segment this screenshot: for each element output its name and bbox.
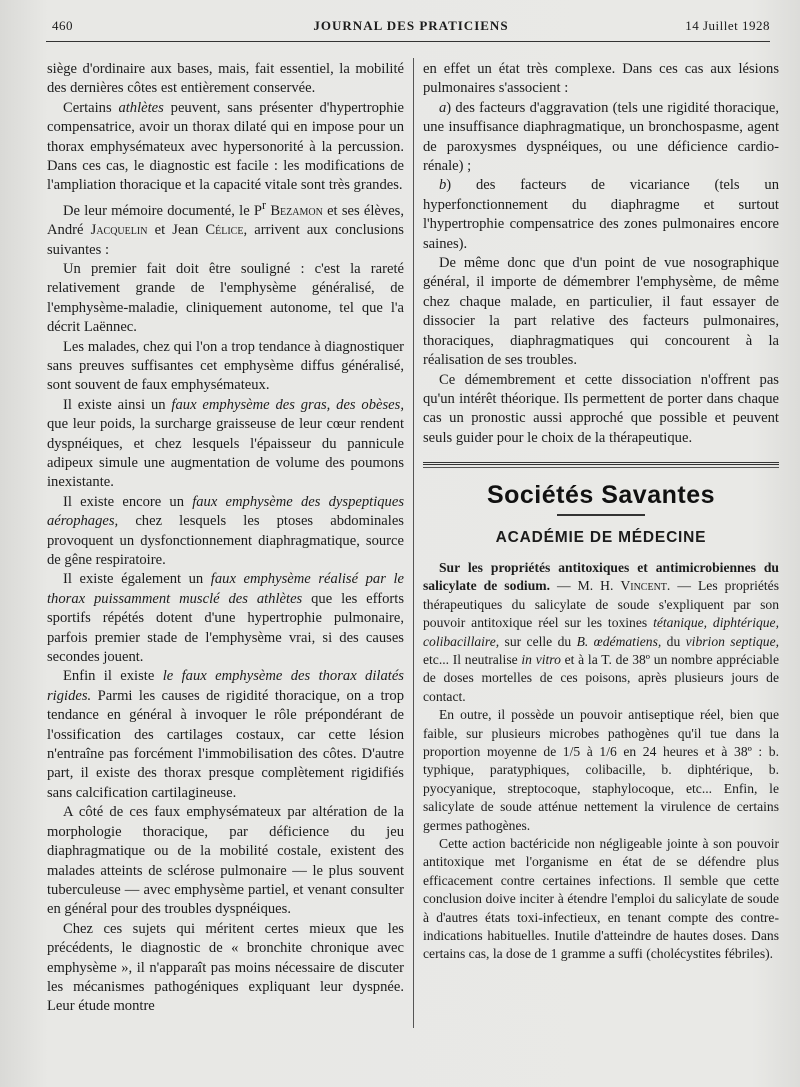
paragraph: Il existe encore un faux emphysème des dyspeptiques aérophages, chez lesquels les ptoses abdominales provoquent un dysfonctionnement diaphragmatique, source de gêne respiratoire. — [47, 493, 405, 569]
author-name: Jacquelin — [90, 222, 148, 239]
paragraph: De même donc que d'un point de vue nosographique général, il importe de démembrer l'emphysème, de même chez chaque malade, en particulier, il faut essayer de dissocier la part relative des facteurs pulmonaires, thoraciques, diaphragmatiques qui concourent à la réalisation de ses troubles. — [423, 255, 779, 369]
title-rule — [557, 514, 645, 516]
paragraph: Un premier fait doit être souligné : c'est la rareté relativement grande de l'emphysème généralisé, de l'emphysème-maladie, cliniquement autonome, tel que l'a décrit Laënnec. — [47, 260, 404, 336]
article-title: Sur les propriétés antitoxiques et antimicrobiennes du salicylate de sodium. — [423, 559, 779, 594]
author-name: Bezamon — [270, 202, 323, 219]
paragraph: Il existe ainsi un faux emphysème des gras, des obèses, que leur poids, la surcharge graisseuse de leur cœur rendent dyspnéiques, et chez lesquels l'épaisseur du pannicule adipeux simule une augmentation de volume des poumons inexistante. — [47, 396, 404, 491]
section-separator — [423, 462, 779, 465]
section-title: Sociétés Savantes — [486, 481, 716, 510]
article-paragraph: Sur les propriétés antitoxiques et antimicrobiennes du salicylate de sodium. — M. H. Vincent. — Les propriétés thérapeutiques du salicylate de soude s'expliquent par son pouvoir antitoxique réel sur les toxines tétanique, diphtérique, colibacillaire, sur celle du B. œdématiens, du vibrion septique, etc... Il neutralise in vitro et à la T. de 38º un nombre appréciable de doses mortelles de ces poisons, après plusieurs jours de contact. — [423, 559, 780, 704]
paragraph: Certains athlètes peuvent, sans présenter d'hypertrophie compensatrice, avoir un thorax dilaté qui en impose pour un thorax emphysémateux avec hypersonorité à la percussion. Dans ces cas, le diagnostic est facile : les modifications de l'ampliation thoracique et la capacité vitale sont très grandes. — [47, 99, 404, 194]
page-number: 460 — [52, 18, 73, 33]
paragraph: A côté de ces faux emphysémateux par altération de la morphologie thoracique, par déficience du jeu diaphragmatique ou de la mobilité costale, existent des malades atteints de sclérose pulmonaire — le plus souvent tuberculeuse — avec emphysème partiel, et venant consulter en général pour des troubles dyspnéiques. — [47, 804, 404, 918]
subsection-title: ACADÉMIE DE MÉDECINE — [495, 528, 707, 546]
right-column — [423, 60, 779, 964]
paragraph: Chez ces sujets qui méritent certes mieux que les précédents, le diagnostic de « bronchite chronique avec emphysème », il n'apparaît pas moins nécessaire de discuter les mécanismes pathogéniques expliquant leur dyspnée. Leur étude montre — [47, 920, 404, 1015]
article-body — [423, 559, 779, 964]
paragraph: Enfin il existe le faux emphysème des thorax dilatés rigides. Parmi les causes de rigidité thoracique, on a trop tendance en général à invoquer le rôle prépondérant de l'ossification des cartilages costaux, car cette lésion n'entraîne pas forcément l'immobilisation des côtes. D'autre part, il existe des thorax presque complètement rigidifiés sans calcification cartilagineuse. — [47, 668, 404, 801]
author-name: Célice — [205, 222, 244, 239]
paragraph: siège d'ordinaire aux bases, mais, fait essentiel, la mobilité des dernières côtes est entièrement conservée. — [47, 61, 404, 97]
paragraph: De leur mémoire documenté, le $P^r$ Bezamon et ses élèves, André Jacquelin et Jean Célice, arrivent aux conclusions suivantes : — [47, 197, 404, 258]
article-paragraph: En outre, il possède un pouvoir antiseptique réel, bien que faible, sur plusieurs microbes pathogènes qu'il tue dans la proportion moyenne de 1/5 à 1/6 en 24 heures et à 38º : b. typhique, paratyphiques, colibacille, b. diphtérique, b. pyocyanique, streptocoque, staphylocoque, etc... Enfin, le salicylate de soude atténue nettement la virulence de certains germes pathogènes. — [423, 707, 779, 833]
header-rule — [46, 41, 770, 42]
paragraph: Les malades, chez qui l'on a trop tendance à diagnostiquer sans preuves suffisantes cet emphysème diffus généralisé, sont souvent de faux emphysémateux. — [47, 338, 404, 394]
paragraph: Il existe également un faux emphysème réalisé par le thorax puissamment musclé des athlètes que les efforts sportifs répétés dotent d'une hypertrophie pulmonaire, parfois premier stade de l'emphysème vrai, si des causes secondes jouent. — [47, 571, 404, 666]
column-divider — [413, 58, 414, 1028]
article-paragraph: Cette action bactéricide non négligeable jointe à son pouvoir antitoxique met l'organisme en état de se défendre plus efficacement contre certaines infections. Il semble que cette conclusion doive inciter à étendre l'emploi du salicylate de soude à d'autres états toxi-infectieux, en tenant compte des contre-indications habituelles. Inutile d'atteindre de hautes doses. Dans certains cas, la dose de 1 gramme a suffi (cholécystites fébriles). — [423, 836, 779, 962]
left-column — [47, 60, 404, 1017]
page-header — [52, 18, 770, 40]
journal-title: JOURNAL DES PRATICIENS — [313, 18, 509, 33]
article-author: Vincent — [620, 578, 667, 594]
issue-date: 14 Juillet 1928 — [685, 18, 770, 33]
paragraph: a) des facteurs d'aggravation (tels une rigidité thoracique, une insuffisance diaphragmatique, un bronchospasme, agent de paroxysmes dyspnéiques, ou une déficience cardio-rénale) ; — [423, 99, 779, 175]
paragraph: en effet un état très complexe. Dans ces cas aux lésions pulmonaires s'associent : — [423, 61, 779, 97]
section-separator-thin — [423, 467, 779, 468]
paragraph: Ce démembrement et cette dissociation n'offrent pas qu'un intérêt théorique. Ils permettent de porter dans chaque cas un pronostic aussi approché que possible et peuvent seuls guider pour le choix de la thérapeutique. — [423, 371, 779, 446]
paragraph: b) des facteurs de vicariance (tels un hyperfonctionnement du diaphragme et surtout l'hypertrophie compensatrice des zones pulmonaires encore saines). — [423, 177, 779, 252]
